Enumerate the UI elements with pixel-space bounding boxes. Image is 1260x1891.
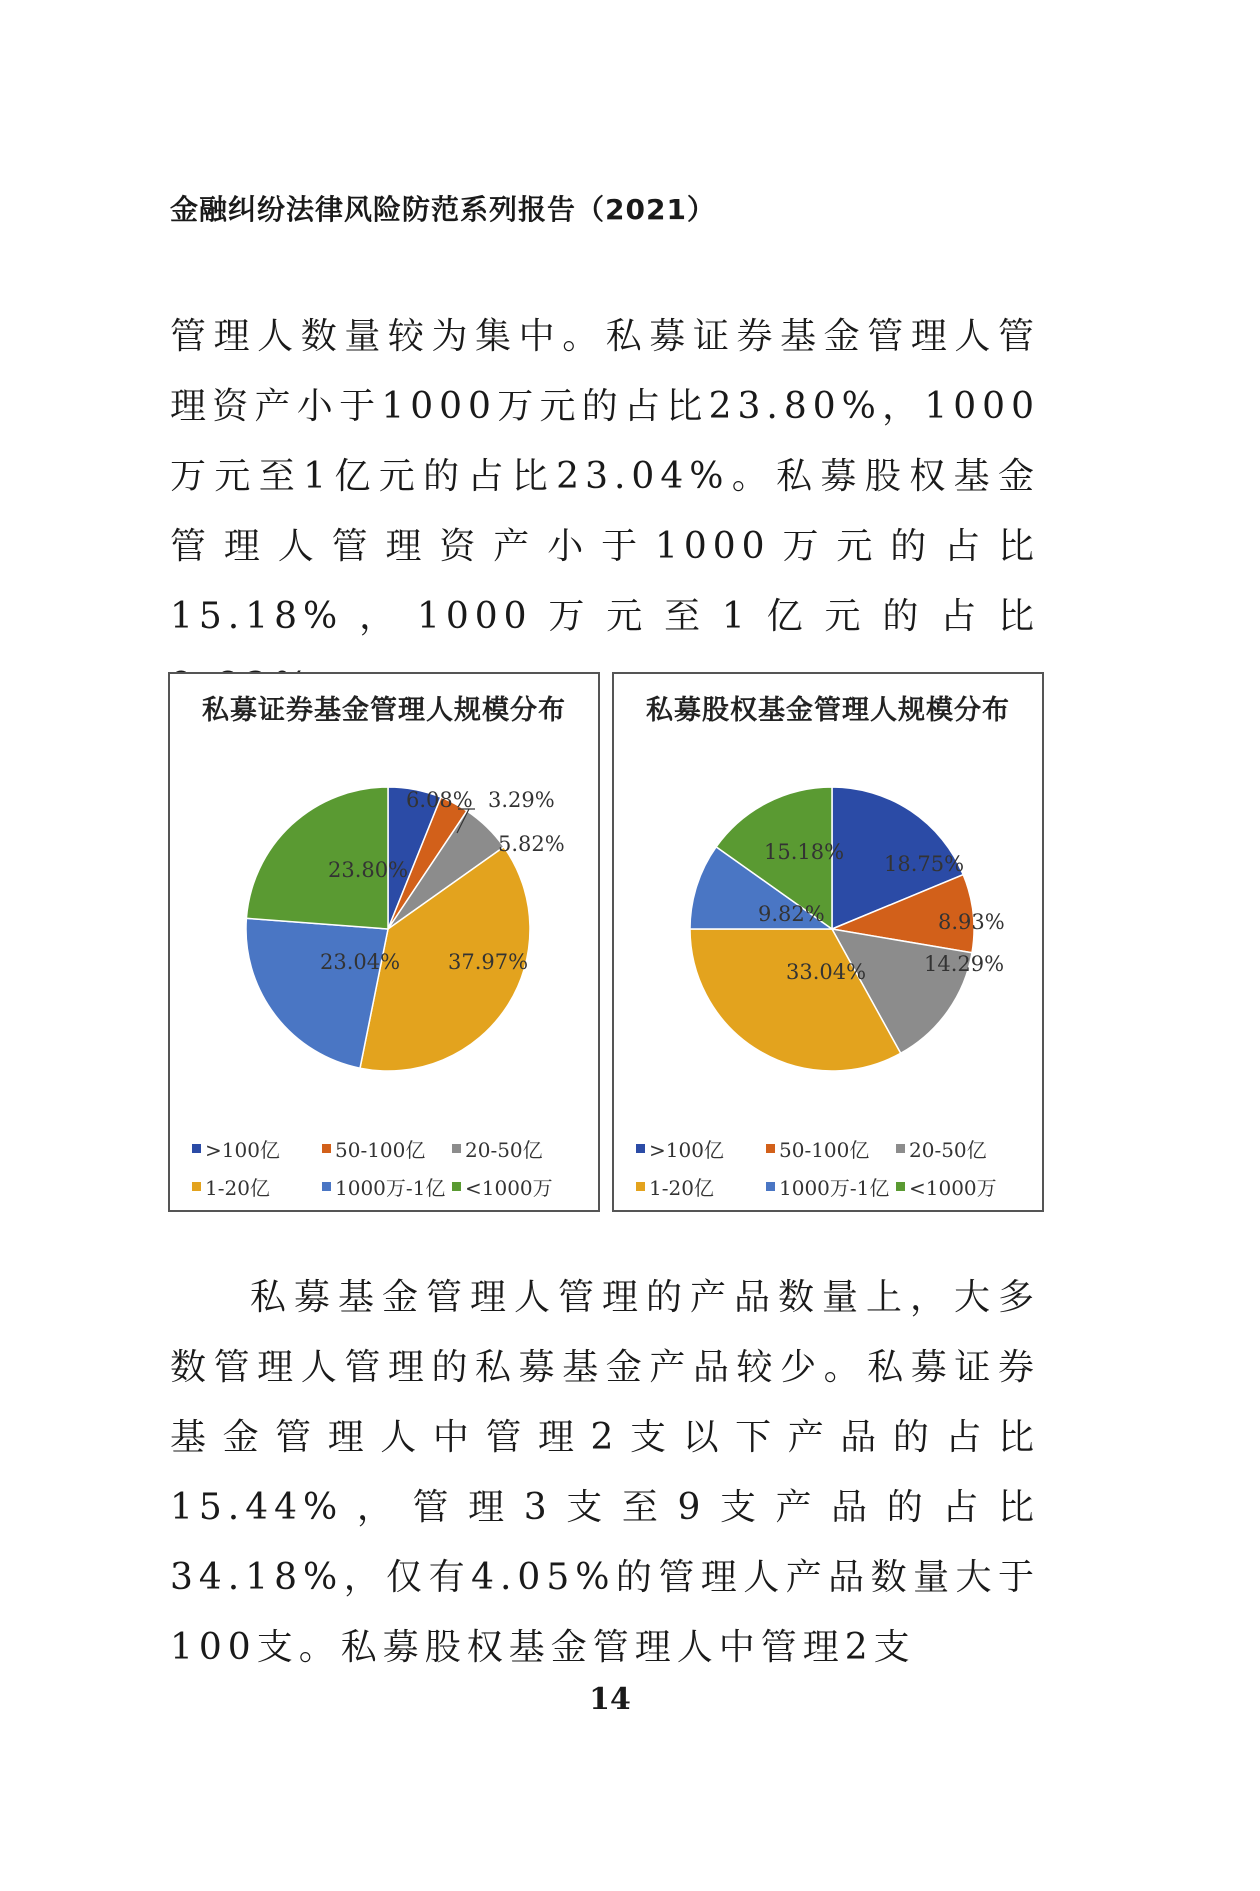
legend-row (636, 1129, 1036, 1167)
chart-legend (636, 1129, 1036, 1205)
legend-item (766, 1172, 896, 1201)
legend-row (636, 1167, 1036, 1205)
legend-item (452, 1134, 582, 1163)
legend-item (896, 1172, 1026, 1201)
legend-label: <1000万 (909, 1175, 997, 1200)
legend-swatch (322, 1144, 331, 1153)
chart-equity (612, 672, 1044, 1212)
legend-swatch (452, 1144, 461, 1153)
data-label: 8.93% (938, 910, 1005, 934)
pie-chart-equity (614, 729, 1044, 1119)
legend-swatch (896, 1182, 905, 1191)
legend-item (322, 1172, 452, 1201)
data-label: 37.97% (448, 950, 529, 974)
legend-label: 50-100亿 (335, 1137, 426, 1162)
data-label: 33.04% (786, 960, 867, 984)
data-label: 14.29% (924, 952, 1005, 976)
chart-title: 私募证券基金管理人规模分布 (202, 695, 566, 726)
legend-item (636, 1134, 766, 1163)
chart-legend (192, 1129, 592, 1205)
legend-swatch (452, 1182, 461, 1191)
page-number: 14 (589, 1682, 631, 1717)
legend-swatch (636, 1182, 645, 1191)
legend-swatch (322, 1182, 331, 1191)
data-label: 23.04% (320, 950, 401, 974)
legend-row (192, 1129, 592, 1167)
legend-label: 20-50亿 (909, 1137, 987, 1162)
legend-label: 1-20亿 (205, 1175, 270, 1200)
data-label: 18.75% (884, 852, 965, 876)
data-label: 6.08% (406, 788, 473, 812)
legend-swatch (636, 1144, 645, 1153)
data-label: 9.82% (758, 902, 825, 926)
legend-swatch (766, 1144, 775, 1153)
legend-label: 50-100亿 (779, 1137, 870, 1162)
legend-swatch (896, 1144, 905, 1153)
data-label: 15.18% (764, 840, 845, 864)
legend-label: 1000万-1亿 (779, 1175, 890, 1200)
chart-securities (168, 672, 600, 1212)
data-label: 23.80% (328, 858, 409, 882)
legend-item (192, 1134, 322, 1163)
legend-label: 1-20亿 (649, 1175, 714, 1200)
data-label: 3.29% (488, 788, 555, 812)
paragraph-1: 管理人数量较为集中。私募证券基金管理人管理资产小于1000万元的占比23.80%，1000万元至1亿元的占比23.04%。私募股权基金管理人管理资产小于1000万元的占比15.18%，1000万元至1亿元的占比 (170, 316, 1040, 637)
legend-label: 20-50亿 (465, 1137, 543, 1162)
running-header: 金融纠纷法律风险防范系列报告（2021） (170, 193, 716, 226)
legend-swatch (192, 1144, 201, 1153)
legend-swatch (766, 1182, 775, 1191)
legend-label: <1000万 (465, 1175, 553, 1200)
legend-item (192, 1172, 322, 1201)
charts-row (168, 672, 1046, 1214)
pie-chart-securities (170, 729, 600, 1119)
legend-item (766, 1134, 896, 1163)
chart-title: 私募股权基金管理人规模分布 (646, 695, 1010, 726)
legend-item (896, 1134, 1026, 1163)
legend-item (636, 1172, 766, 1201)
paragraph-2: 私募基金管理人管理的产品数量上，大多数管理人管理的私募基金产品较少。私募证券基金管理人中管理2支以下产品的占比15.44%，管理3支至9支产品的占比34.18%，仅有4.05%的管理人产品数量大于100支。私募股权基金管理人中管理2支 (170, 1277, 1040, 1668)
legend-label: >100亿 (649, 1137, 724, 1162)
data-label: 5.82% (498, 832, 565, 856)
legend-label: 1000万-1亿 (335, 1175, 446, 1200)
legend-row (192, 1167, 592, 1205)
legend-swatch (192, 1182, 201, 1191)
legend-item (452, 1172, 582, 1201)
legend-item (322, 1134, 452, 1163)
legend-label: >100亿 (205, 1137, 280, 1162)
